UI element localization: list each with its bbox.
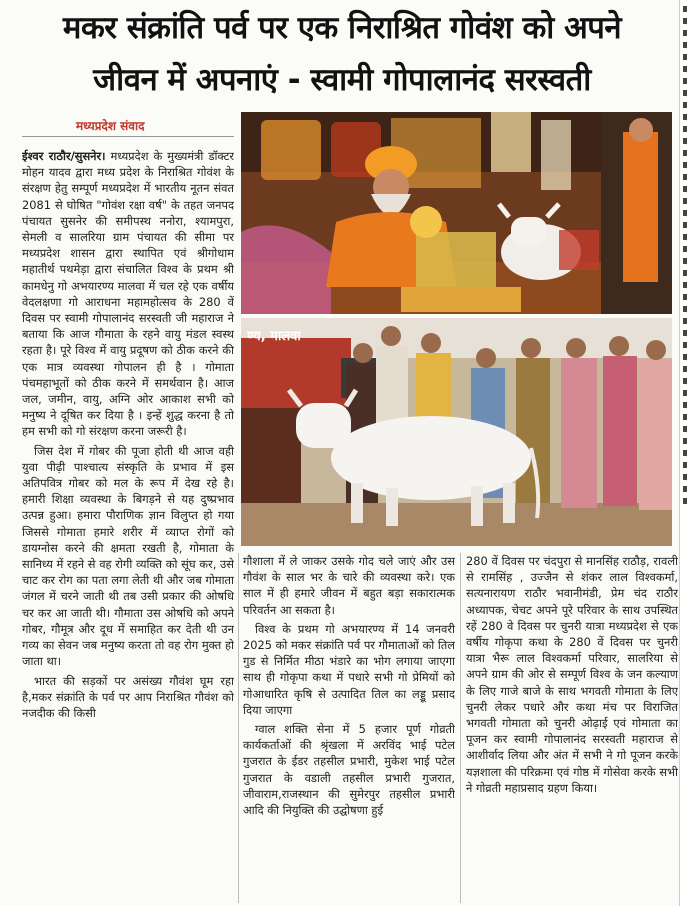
column-divider xyxy=(238,553,239,903)
dateline: ईश्वर राठौर/सुसनेर। xyxy=(22,149,106,163)
photo2-banner-text: ण्य, मालवा xyxy=(247,329,301,344)
headline-line-2: जीवन में अपनाएं - स्वामी गोपालानंद सरस्वती xyxy=(93,62,591,98)
photo-swami-illustration xyxy=(241,112,672,314)
col2-paragraph-2: विश्व के प्रथम गो अभयारण्य में 14 जनवरी 2025 को मकर संक्रांति पर्व पर गौमाताओं को तिल गुड से निर्मित मीठा भंडारे का भोग लगाया जाएगा साथ ही गोकृपा कथा में पधारे सभी गो प्रेमियों को गोआधारित कृषि से उत्पादित तिल का लड्डू प्रसाद दिया जाएगा xyxy=(243,621,455,717)
article-column-2 xyxy=(243,553,455,903)
col3-paragraph-1: 280 वें दिवस पर चंदपुरा से मानसिंह राठौड़, रावली से रामसिंह , उज्जैन से शंकर लाल विश्वकर्मा, सत्यनारायण राठौर भवानीमंडी, प्रेम चंद राठौर अध्यापक, चेचट अपने पूरे परिवार के साथ उपस्थित रहें 280 वे दिवस पर चुनरी यात्रा मध्यप्रदेश से एक वर्षीय गोकृपा कथा के 280 वें दिवस पर चुनरी यात्रा भैरू लाल विश्वकर्मा परिवार, सालरिया से अपने ग्राम की ओर से सम्पूर्ण विश्व के जन कल्याण के लिए गाजे बाजे के साथ भगवती गोमाता के लिए चुनरी लेकर पधारे और कथा मंच पर विराजित भगवती गोमाता को चुनरी ओढ़ाई एवं गोमाता का पूजन कर स्वामी गोपालानंद सरस्वती महाराज से आशीर्वाद लिया और अंत में सभी ने गो पूजन करके यज्ञशाला की परिक्रमा एवं गोष्ठ में गोसेवा करके सभी ने गोव्रती महाप्रसाद ग्रहण किया। xyxy=(466,554,678,795)
headline-line-1: मकर संक्रांति पर्व पर एक निराश्रित गोवंश को अपने xyxy=(62,10,622,46)
col1-paragraph-2: जिस देश में गोबर की पूजा होती थी आज वही युवा पीढ़ी पाश्चात्य संस्कृति के प्रभाव में इस अतिपवित्र गोबर को मल के रूप में देख रहे है। हमारी शिक्षा व्यवस्था के बिगड़ने से यह दुष्प्रभाव उत्पन्न हुआ। हमारा पौराणिक ज्ञान विलुप्त हो गया जिससे गोमाता हमारे शरीर में व्याप्त रोगों को डायग्नोस करने की क्षमता रखती है, गोमाता के सानिध्य में रहने से वह रोगी व्यक्ति को सूंघ कर, उसे चाट कर रोग का पता लगा लेती थी और जब गोमाता जंगल में चरने जाती थी तब उसी प्रकार की ओषधि चर कर आ जाती थी। गौमाता उस ओषधि को अपने गोबर, गौमूत्र और दूध में समाहित कर देती थी उन गव्य का सेवन जब मनुष्य करता तो वह रोग मुक्त हो जाता था। xyxy=(22,443,234,669)
photo-group-with-cow xyxy=(241,318,672,546)
column-divider xyxy=(460,553,461,903)
col1-paragraph-1: मध्यप्रदेश के मुख्यमंत्री डॉक्टर मोहन यादव द्वारा मध्य प्रदेश के निराश्रित गोवंश के संरक्षण हेतु सम्पूर्ण मध्यप्रदेश में भारतीय नूतन संवत 2081 से घोषित "गोवंश रक्षा वर्ष" के तहत जनपद पंचायत सुसनेर की समीपस्थ ननोरा, श्यामपुरा, सेमली व सालरिया ग्राम पंचायत की सीमा पर मध्यप्रदेश शासन द्वारा स्थापित एवं श्रीगोधाम महातीर्थ पथमेड़ा द्वारा संचालित विश्व के प्रथम श्री कामधेनु गो अभयारण्य मालवा में चल रहे एक वर्षीय वेदलक्षणा गो आराधना महामहोत्सव के 280 वें दिवस पर स्वामी गोपालानंद सरस्वती जी महाराज ने बताया कि आज गौमाता के रहने वायु मंडल स्वस्थ रहता है। पूरे विश्व में वायु प्रदूषण को ठीक करने की एक मात्र व्यवस्था गोपालन ही है । गोमाता पंचमहाभूतों को ठीक करने में समर्थवान है। आज जल, जमीन, वायु, अग्नि ओर आकाश सभी को मनुष्य ने दूषित कर दिया है । इन्हें शुद्ध करना है तो हम सभी को गो संरक्षण करना जरूरी है। xyxy=(22,149,234,439)
col1-paragraph-3: भारत की सड़कों पर असंख्य गौवंश घूम रहा है,मकर संक्रांति के पर्व पर आप निराश्रित गौवंश को नजदीक की किसी xyxy=(22,673,234,720)
byline: मध्यप्रदेश संवाद xyxy=(76,119,145,133)
col2-paragraph-1: गौशाला में ले जाकर उसके गोद चले जाएं और उस गौवंश के साल भर के चारे की व्यवस्था करे। एक साल में ही हमारे जीवन में बहुत बड़ा सकारात्मक परिवर्तन आ सकता है। xyxy=(243,554,455,617)
article-column-1 xyxy=(22,148,234,898)
photo-group-illustration xyxy=(241,318,672,546)
adjacent-page-strip xyxy=(679,0,689,906)
col2-paragraph-3: ग्वाल शक्ति सेना में 5 हजार पूर्ण गोव्रती कार्यकर्ताओं की श्रृंखला में अरविंद भाई पटेल गुजरात के ईडर तहसील प्रभारी, मुकेश भाई पटेल गुजरात के वडाली तहसील प्रभारी गुजरात, जीवाराम,राजस्थान की सुमेरपुर तहसील प्रभारी आदि की नियुक्ति की उद्घोषणा हुई xyxy=(243,722,455,818)
byline-divider xyxy=(22,136,234,137)
article-column-3 xyxy=(466,553,678,903)
photo-swami-on-stage xyxy=(241,112,672,314)
